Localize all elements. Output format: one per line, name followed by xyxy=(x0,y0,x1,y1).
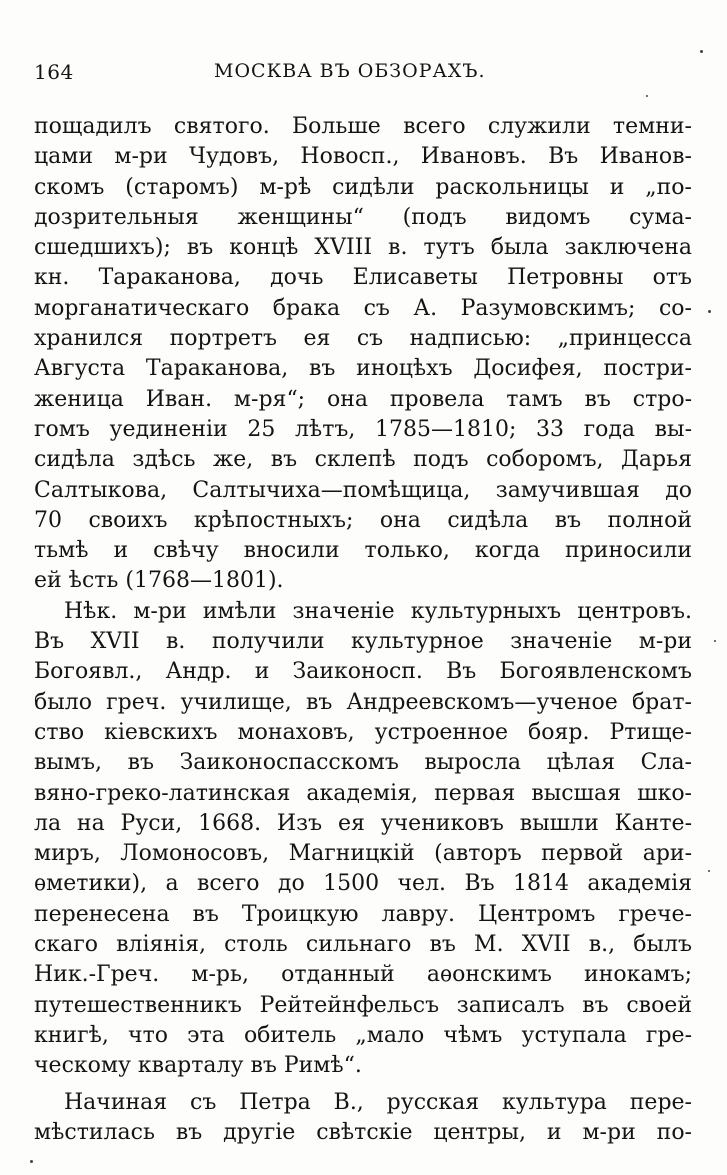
text-line: дозрительныя женщины“ (подъ видомъ сума- xyxy=(34,204,692,230)
text-line: ѳметики), а всего до 1500 чел. Въ 1814 академiя xyxy=(34,871,692,897)
text-line: сшедшихъ); въ концѣ XVIII в. тутъ была заключена xyxy=(34,235,692,261)
text-line: скомъ (старомъ) м-рѣ сидѣли раскольницы и „по- xyxy=(34,174,692,200)
text-line: мѣстилась въ другiе свѣтскiе центры, и м-ри по- xyxy=(34,1119,692,1145)
text-line: ство кiевскихъ монаховъ, устроенное бояр. Ртище- xyxy=(34,719,692,745)
text-line: Начиная съ Петра В., русская культура пере- xyxy=(64,1089,692,1115)
text-line: Нѣк. м-ри имѣли значенiе культурныхъ центровъ. xyxy=(64,598,692,624)
text-line: кн. Тараканова, дочь Елисаветы Петровны отъ xyxy=(34,265,692,291)
paragraph-3 xyxy=(34,1088,692,1149)
text-line: было греч. училище, въ Андреевскомъ—ученое брат- xyxy=(34,689,692,715)
print-speck xyxy=(708,310,711,313)
text-line: пощадилъ святого. Больше всего служили темни- xyxy=(34,114,692,139)
text-line: ла на Руси, 1668. Изъ ея учениковъ вышли Канте- xyxy=(34,810,692,836)
text-line: Ник.-Греч. м-рь, отданный аѳонскимъ инокамъ; xyxy=(34,962,692,988)
text-line: Богоявл., Андр. и Заиконосп. Въ Богоявленскомъ xyxy=(34,659,692,685)
print-speck xyxy=(700,50,703,53)
page-body xyxy=(34,112,692,1148)
text-line: цами м-ри Чудовъ, Новосп., Ивановъ. Въ Иванов- xyxy=(34,144,692,170)
text-line: Августа Тараканова, въ иноцѣхъ Досифея, постри- xyxy=(34,356,692,382)
text-line: вяно-греко-латинская академiя, первая высшая шко- xyxy=(34,780,692,806)
text-line: вымъ, въ Заиконоспасскомъ выросла цѣлая Сла- xyxy=(34,750,692,776)
text-line: скаго влiянiя, столь сильнаго въ М. XVII в., былъ xyxy=(34,932,692,958)
text-line: ей ѣсть (1768—1801). xyxy=(34,568,284,594)
paragraph-2 xyxy=(34,597,692,1082)
print-speck xyxy=(708,870,710,872)
text-line: перенесена въ Троицкую лавру. Центромъ грече- xyxy=(34,901,692,927)
text-line: Въ XVII в. получили культурное значенiе м-ри xyxy=(34,629,692,655)
text-line: гомъ уединенiи 25 лѣтъ, 1785—1810; 33 года вы- xyxy=(34,416,692,442)
text-line: тьмѣ и свѣчу вносили только, когда приносили xyxy=(34,538,692,564)
text-line: путешественникъ Рейтейнфельсъ записалъ въ своей xyxy=(34,992,692,1018)
text-line: хранился портретъ ея съ надписью: „принцесса xyxy=(34,326,692,352)
running-title: МОСКВА ВЪ ОБЗОРАХЪ. xyxy=(214,60,486,82)
print-speck xyxy=(714,640,716,642)
text-line: сидѣла здѣсь же, въ склепѣ подъ соборомъ, Дарья xyxy=(34,447,692,473)
text-line: женица Иван. м-ря“; она провела тамъ въ стро- xyxy=(34,386,692,412)
text-line: Салтыкова, Салтычиха—помѣщица, замучившая до xyxy=(34,477,692,503)
text-line: 70 своихъ крѣпостныхъ; она сидѣла въ полной xyxy=(34,507,692,533)
page-header xyxy=(34,60,694,90)
text-line: миръ, Ломоносовъ, Магницкiй (авторъ первой ари- xyxy=(34,841,692,867)
page-number: 164 xyxy=(34,60,74,84)
text-line: книгѣ, что эта обитель „мало чѣмъ уступала гре- xyxy=(34,1022,692,1048)
text-line: ческому кварталу въ Римѣ“. xyxy=(34,1053,362,1079)
paragraph-1 xyxy=(34,112,692,597)
text-line: морганатическаго брака съ А. Разумовскимъ; со- xyxy=(34,295,692,321)
print-speck xyxy=(646,95,648,97)
print-speck xyxy=(30,1160,33,1163)
